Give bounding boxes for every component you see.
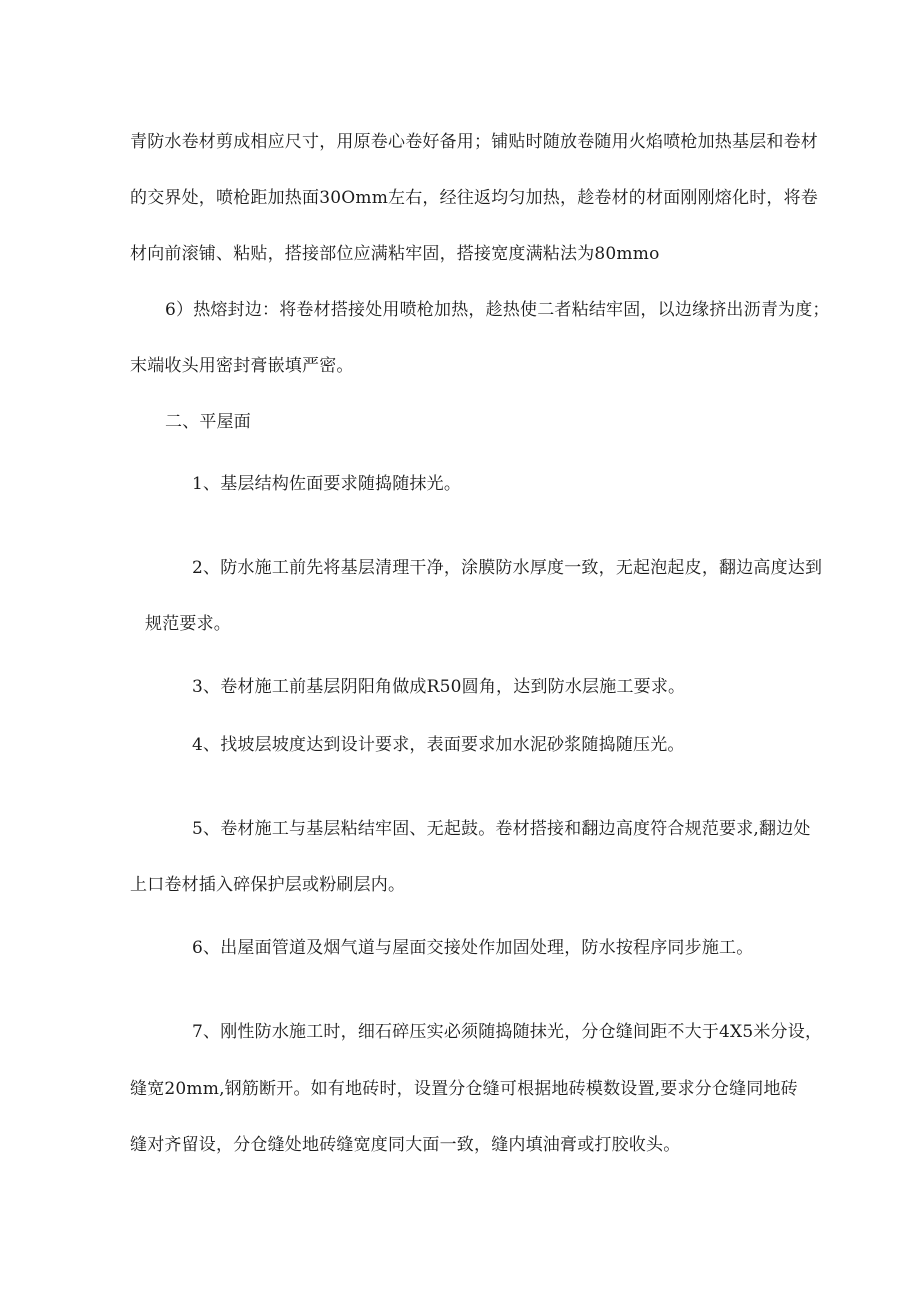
list-item: 3、卷材施工前基层阴阳角做成R50圆角，达到防水层施工要求。 <box>192 677 686 697</box>
paragraph-line: 末端收头用密封膏嵌填严密。 <box>130 356 354 376</box>
list-item-continuation: 上口卷材插入碎保护层或粉刷层内。 <box>130 875 406 895</box>
list-item: 7、刚性防水施工时，细石碎压实必须随捣随抹光，分仓缝间距不大于4X5米分设， <box>192 1022 823 1042</box>
section-heading: 二、平屋面 <box>165 412 251 432</box>
list-item: 6、出屋面管道及烟气道与屋面交接处作加固处理，防水按程序同步施工。 <box>192 938 754 958</box>
list-item-continuation: 规范要求。 <box>145 614 231 634</box>
list-item: 4、找坡层坡度达到设计要求，表面要求加水泥砂浆随捣随压光。 <box>192 735 685 755</box>
paragraph-line: 的交界处，喷枪距加热面30Omm左右，经往返均匀加热，趁卷材的材面刚刚熔化时，将卷 <box>130 188 819 208</box>
list-item-continuation: 缝对齐留设，分仓缝处地砖缝宽度同大面一致，缝内填油膏或打胶收头。 <box>130 1135 681 1155</box>
paragraph-line: 材向前滚铺、粘贴，搭接部位应满粘牢固，搭接宽度满粘法为80mmo <box>130 244 660 264</box>
paragraph-line: 6）热熔封边：将卷材搭接处用喷枪加热，趁热使二者粘结牢固，以边缘挤出沥青为度； <box>165 300 830 320</box>
list-item: 2、防水施工前先将基层清理干净，涂膜防水厚度一致，无起泡起皮，翻边高度达到 <box>192 558 823 578</box>
paragraph-line: 青防水卷材剪成相应尺寸，用原卷心卷好备用；铺贴时随放卷随用火焰喷枪加热基层和卷材 <box>130 132 818 152</box>
list-item: 5、卷材施工与基层粘结牢固、无起鼓。卷材搭接和翻边高度符合规范要求,翻边处 <box>192 819 811 839</box>
list-item-continuation: 缝宽20mm,钢筋断开。如有地砖时，设置分仓缝可根据地砖模数设置,要求分仓缝同地砖 <box>130 1079 798 1099</box>
list-item: 1、基层结构佐面要求随捣随抹光。 <box>192 474 462 494</box>
